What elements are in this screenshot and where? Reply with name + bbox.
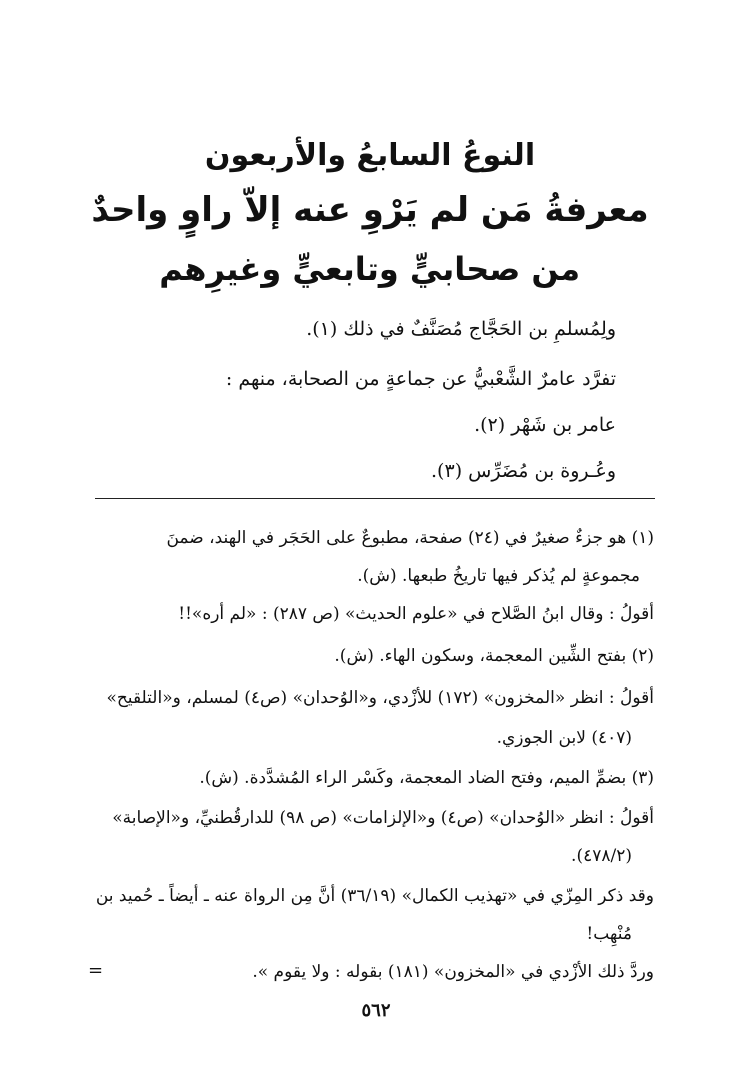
chapter-subtitle-line2: من صحابيٍّ وتابعيٍّ وغيرِهم [159,250,580,288]
footnote-2-line-1: (٢) بفتح الشِّين المعجمة، وسكون الهاء. (ش). [334,646,654,666]
footnote-3-note: أقولُ : انظر «الوُحدان» (ص٤) و«الإلزامات» (ص ٩٨) للدارقُطنيِّ، و«الإصابة» [112,808,654,828]
body-paragraph-4: وعُـروة بن مُضَرِّس (٣). [431,460,616,482]
footnote-2-note: أقولُ : انظر «المخزون» (١٧٢) للأزْدي، و«الوُحدان» (ص٤) لمسلم، و«التلقيح» [106,688,654,708]
footnote-1-note: أقولُ : وقال ابنُ الصَّلاح في «علوم الحديث» (ص ٢٨٧) : «لم أره»!! [178,604,654,624]
footnote-separator [95,498,655,499]
footnote-3-note-2-cont: مُنْهِب! [586,924,632,944]
body-paragraph-2: تفرَّد عامرٌ الشَّعْبيُّ عن جماعةٍ من الصحابة، منهم : [225,368,616,390]
footnote-3-note-2: وقد ذكر المِزّي في «تهذيب الكمال» (٣٦/١٩) أنَّ مِن الرواة عنه ـ أيضاً ـ حُميد بن [95,886,654,906]
footnote-3-line-1: (٣) بضمِّ الميم، وفتح الضاد المعجمة، وكَسْر الراء المُشدَّدة. (ش). [199,768,654,788]
footnote-3-note-3: وردَّ ذلك الأزْدي في «المخزون» (١٨١) بقوله : ولا يقوم ». [252,962,654,982]
body-paragraph-3: عامر بن شَهْر (٢). [474,414,616,436]
chapter-title: النوعُ السابعُ والأربعون [204,138,536,173]
footnote-1-line-1: (١) هو جزءٌ صغيرٌ في (٢٤) صفحة، مطبوعٌ على الحَجَر في الهند، ضمنَ [166,528,654,548]
footnote-3-note-cont: (٤٧٨/٢). [571,846,632,866]
chapter-subtitle-line1: معرفةُ مَن لم يَرْوِ عنه إلاّ راوٍ واحدٌ [91,190,649,230]
footnote-2-note-cont: (٤٠٧) لابن الجوزي. [496,728,632,748]
body-paragraph-1: ولِمُسلمِ بن الحَجَّاج مُصَنَّفٌ في ذلك (١). [306,318,616,340]
continuation-mark: = [88,960,104,981]
page-number: ٥٦٢ [361,1000,391,1021]
footnote-1-line-2: مجموعةٍ لم يُذكر فيها تاريخُ طبعها. (ش). [357,566,640,586]
